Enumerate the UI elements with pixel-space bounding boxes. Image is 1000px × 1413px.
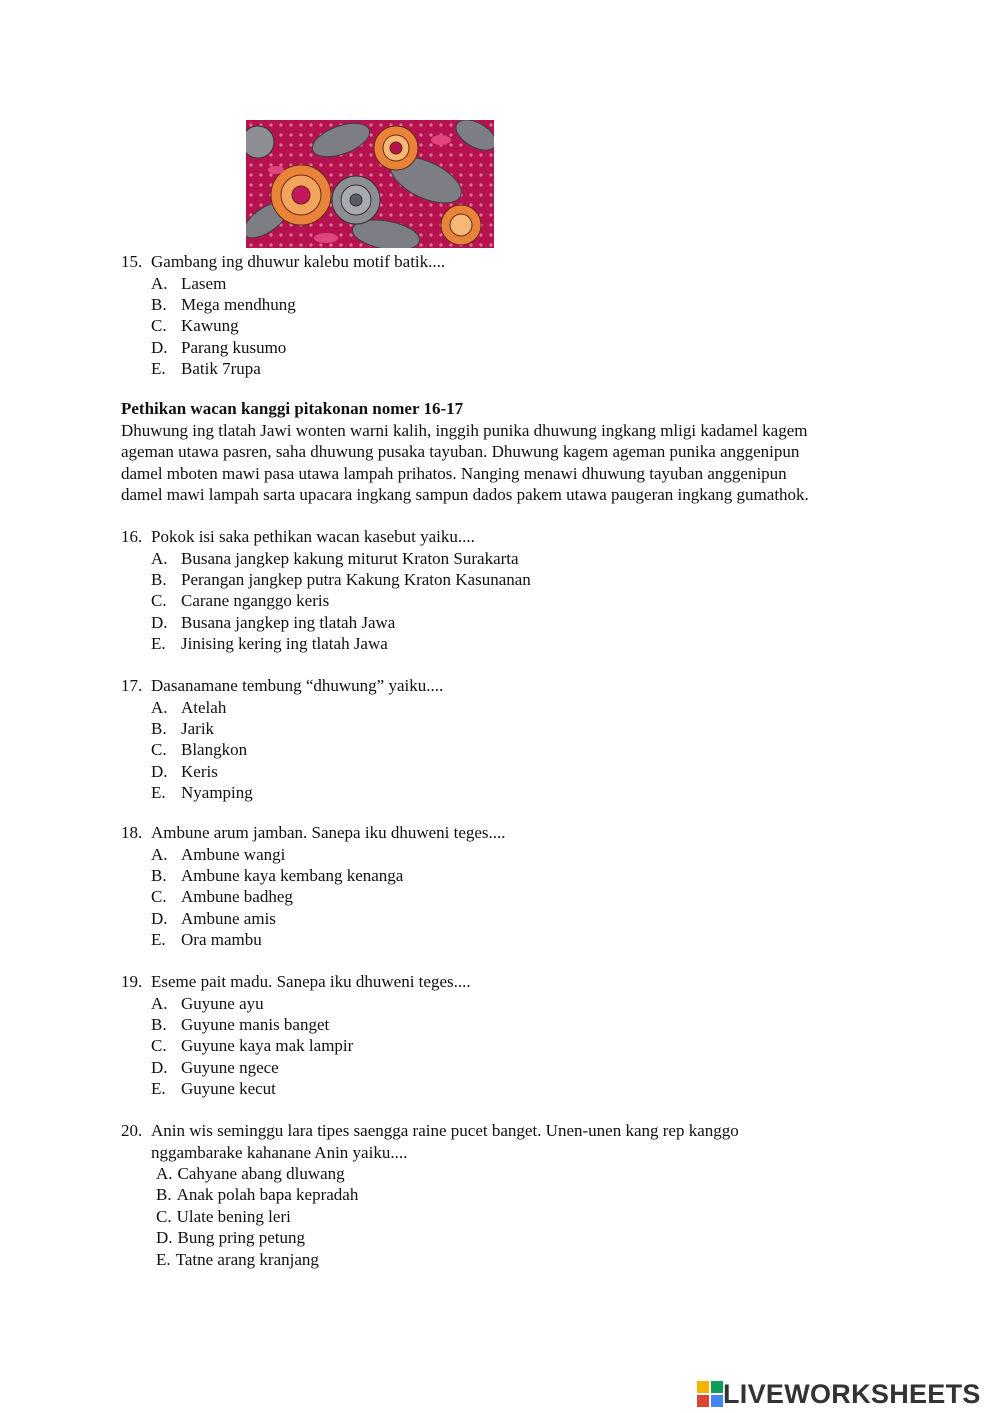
liveworksheets-logo-icon: [697, 1381, 723, 1407]
option-a[interactable]: A. Busana jangkep kakung miturut Kraton Surakarta: [151, 548, 519, 568]
passage-line: damel mboten mawi pasa utawa lampah prihatos. Nanging menawi dhuwung tayuban anggenipun: [121, 463, 787, 483]
question-text: Gambang ing dhuwur kalebu motif batik....: [151, 252, 446, 271]
option-a[interactable]: A. Cahyane abang dluwang: [156, 1164, 345, 1183]
reading-passage: [121, 398, 881, 506]
question-17: [121, 675, 881, 804]
option-e[interactable]: E. Guyune kecut: [151, 1079, 276, 1099]
option-b[interactable]: B. Guyune manis banget: [151, 1014, 330, 1034]
passage-line: ageman utawa pasren, saha dhuwung pusaka tayuban. Dhuwung kagem ageman punika anggenipun: [121, 442, 800, 462]
batik-motif-image: [246, 120, 494, 248]
question-text: Anin wis seminggu lara tipes saengga raine pucet banget. Unen-unen kang rep kanggo: [151, 1121, 739, 1140]
question-19: [121, 971, 881, 1100]
option-d[interactable]: D. Busana jangkep ing tlatah Jawa: [151, 612, 396, 632]
liveworksheets-logo: [697, 1379, 981, 1409]
passage-line: damel mawi lampah sarta upacara ingkang sampun dados pakem utawa paugeran ingkang gumathok.: [121, 485, 809, 505]
option-a[interactable]: A. Atelah: [151, 697, 227, 717]
option-b[interactable]: B. Jarik: [151, 718, 215, 738]
question-number: 16.: [121, 527, 143, 546]
question-text-continued: nggambarake kahanane Anin yaiku....: [151, 1142, 408, 1162]
option-c[interactable]: C. Blangkon: [151, 740, 248, 760]
option-c[interactable]: C. Ulate bening leri: [156, 1206, 291, 1226]
option-e[interactable]: E. Ora mambu: [151, 930, 262, 950]
passage-title: Pethikan wacan kanggi pitakonan nomer 16-17: [121, 399, 464, 418]
option-c[interactable]: C. Carane nganggo keris: [151, 591, 330, 611]
option-a[interactable]: A. Lasem: [151, 273, 227, 293]
option-b[interactable]: B. Perangan jangkep putra Kakung Kraton Kasunanan: [151, 569, 531, 589]
option-c[interactable]: C. Ambune badheg: [151, 887, 293, 907]
option-d[interactable]: D. Bung pring petung: [156, 1228, 306, 1248]
question-number: 18.: [121, 823, 143, 842]
question-text: Pokok isi saka pethikan wacan kasebut yaiku....: [151, 527, 475, 546]
question-16: [121, 526, 881, 655]
option-c[interactable]: C. Guyune kaya mak lampir: [151, 1036, 354, 1056]
option-d[interactable]: D. Guyune ngece: [151, 1057, 279, 1077]
option-d[interactable]: D. Ambune amis: [151, 908, 276, 928]
option-e[interactable]: E. Tatne arang kranjang: [156, 1249, 319, 1269]
question-number: 19.: [121, 972, 143, 991]
option-e[interactable]: E. Batik 7rupa: [151, 359, 261, 379]
option-d[interactable]: D. Parang kusumo: [151, 337, 287, 357]
option-c[interactable]: C. Kawung: [151, 316, 239, 336]
question-20: [121, 1120, 921, 1270]
option-a[interactable]: A. Guyune ayu: [151, 993, 264, 1013]
question-number: 20.: [121, 1121, 143, 1140]
option-a[interactable]: A. Ambune wangi: [151, 844, 286, 864]
question-text: Ambune arum jamban. Sanepa iku dhuweni teges....: [151, 823, 506, 842]
option-e[interactable]: E. Jinising kering ing tlatah Jawa: [151, 634, 388, 654]
option-e[interactable]: E. Nyamping: [151, 783, 253, 803]
option-b[interactable]: B. Anak polah bapa kepradah: [156, 1185, 359, 1205]
question-15: [121, 251, 881, 380]
question-text: Eseme pait madu. Sanepa iku dhuweni teges....: [151, 972, 471, 991]
question-number: 15.: [121, 252, 143, 271]
passage-line: Dhuwung ing tlatah Jawi wonten warni kalih, inggih punika dhuwung ingkang mligi kadamel kagem: [121, 420, 808, 440]
option-b[interactable]: B. Mega mendhung: [151, 294, 296, 314]
question-text: Dasanamane tembung “dhuwung” yaiku....: [151, 676, 444, 695]
option-b[interactable]: B. Ambune kaya kembang kenanga: [151, 865, 404, 885]
question-number: 17.: [121, 676, 143, 695]
logo-text: LIVEWORKSHEETS: [723, 1378, 981, 1409]
option-d[interactable]: D. Keris: [151, 761, 218, 781]
question-18: [121, 822, 881, 951]
